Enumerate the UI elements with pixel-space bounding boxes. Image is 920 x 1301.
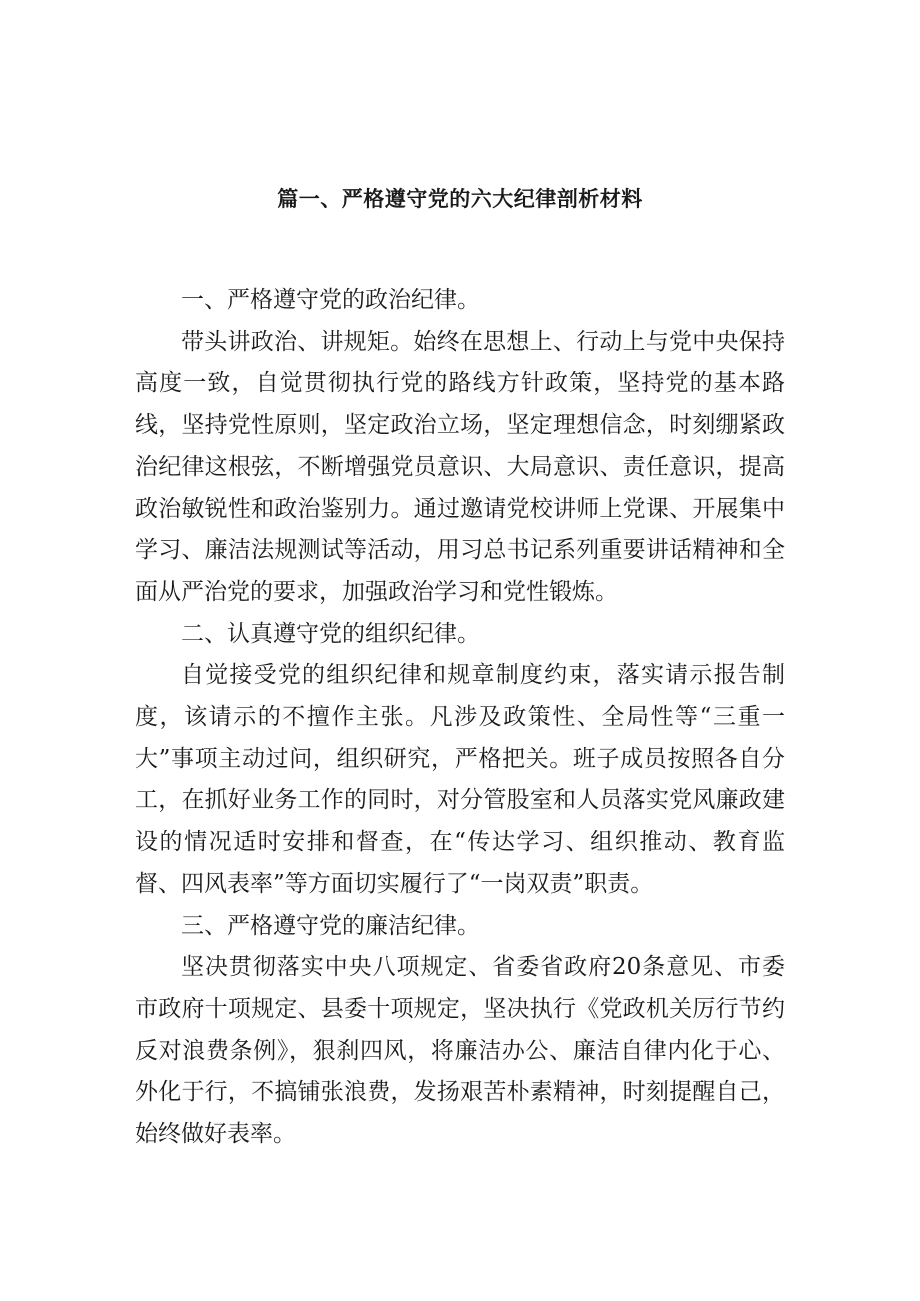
document-body bbox=[135, 280, 785, 1156]
section-paragraph-2: 自觉接受党的组织纪律和规章制度约束，落实请示报告制度，该请示的不擅作主张。凡涉及政策性、全局性等“三重一大”事项主动过问，组织研究，严格把关。班子成员按照各自分工，在抓好业务工作的同时，对分管股室和人员落实党风廉政建设的情况适时安排和督查，在“传达学习、组织推动、教育监督、四风表率”等方面切实履行了“一岗双责”职责。 bbox=[135, 662, 785, 897]
section-heading-2: 二、认真遵守党的组织纪律。 bbox=[181, 620, 480, 647]
section-heading-3: 三、严格遵守党的廉洁纪律。 bbox=[181, 912, 480, 939]
section-paragraph-1: 带头讲政治、讲规矩。始终在思想上、行动上与党中央保持高度一致，自觉贯彻执行党的路线方针政策，坚持党的基本路线，坚持党性原则，坚定政治立场，坚定理想信念，时刻绷紧政治纪律这根弦，不断增强党员意识、大局意识、责任意识，提高政治敏锐性和政治鉴别力。通过邀请党校讲师上党课、开展集中学习、廉洁法规测试等活动，用习总书记系列重要讲话精神和全面从严治党的要求，加强政治学习和党性锻炼。 bbox=[135, 328, 785, 605]
section-paragraph-3: 坚决贯彻落实中央八项规定、省委省政府20条意见、市委市政府十项规定、县委十项规定，坚决执行《党政机关厉行节约反对浪费条例》，狠刹四风，将廉洁办公、廉洁自律内化于心、外化于行，不搞铺张浪费，发扬艰苦朴素精神，时刻提醒自己，始终做好表率。 bbox=[135, 954, 785, 1148]
document-title: 篇一、严格遵守党的六大纪律剖析材料 bbox=[277, 187, 643, 211]
section-heading-1: 一、严格遵守党的政治纪律。 bbox=[181, 287, 480, 313]
